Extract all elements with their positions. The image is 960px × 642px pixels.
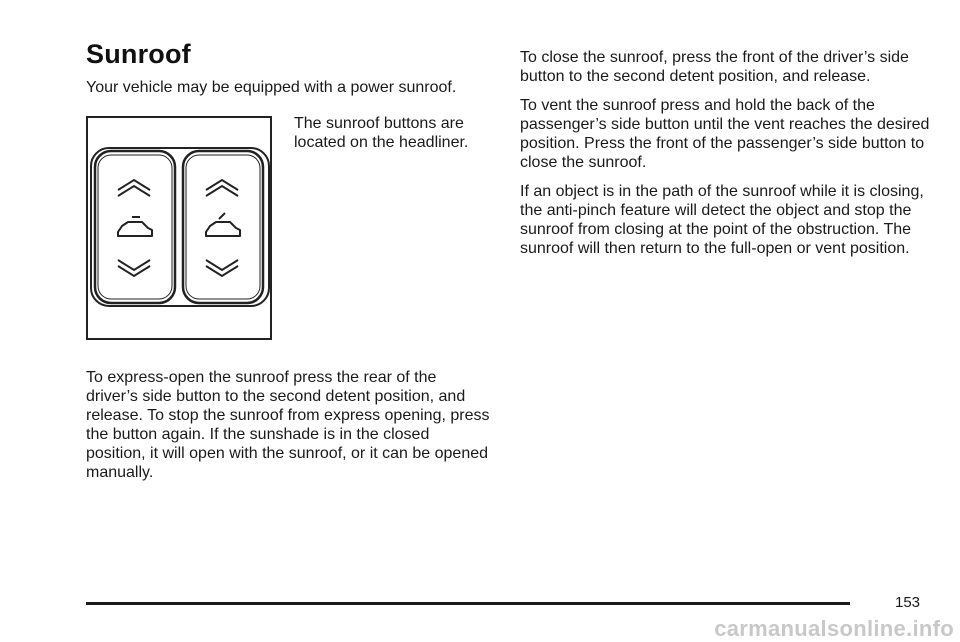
chevron-up-icon	[118, 180, 150, 196]
anti-pinch-paragraph: If an object is in the path of the sunroof while it is closing, the anti-pinch feature will detect the object and stop the sunroof from closing at the point of the obstruction. The sunroof will then return to the full-open or vent position.	[520, 183, 924, 257]
page-number: 153	[895, 594, 921, 611]
figure-block	[86, 116, 491, 344]
sunroof-close-icon	[118, 217, 152, 236]
watermark: carmanualsonline.info	[714, 616, 954, 641]
chevron-up-icon	[206, 180, 238, 196]
sunroof-vent-icon	[206, 213, 240, 236]
sunroof-switch-drawing	[88, 118, 270, 338]
figure-caption: The sunroof buttons are located on the headliner.	[294, 114, 469, 151]
chevron-down-icon	[206, 260, 238, 276]
driver-side-button	[95, 151, 175, 303]
section-title: Sunroof	[86, 39, 191, 69]
footer-rule	[86, 602, 850, 605]
vent-paragraph: To vent the sunroof press and hold the back of the passenger’s side button until the vent reaches the desired position. Press the front of the passenger’s side button to close the sunroof.	[520, 97, 930, 171]
left-column	[86, 40, 491, 482]
express-open-paragraph: To express-open the sunroof press the rear of the driver’s side button to the second detent position, and release. To stop the sunroof from express opening, press the button again. If the sunshade is in the closed position, it will open with the sunroof, or it can be opened manually.	[86, 368, 490, 481]
right-column	[520, 48, 930, 258]
intro-paragraph: Your vehicle may be equipped with a power sunroof.	[86, 78, 457, 96]
close-paragraph: To close the sunroof, press the front of the driver’s side button to the second detent position, and release.	[520, 49, 909, 85]
passenger-side-button	[183, 151, 263, 303]
chevron-down-icon	[118, 260, 150, 276]
sunroof-buttons-illustration	[86, 116, 272, 340]
